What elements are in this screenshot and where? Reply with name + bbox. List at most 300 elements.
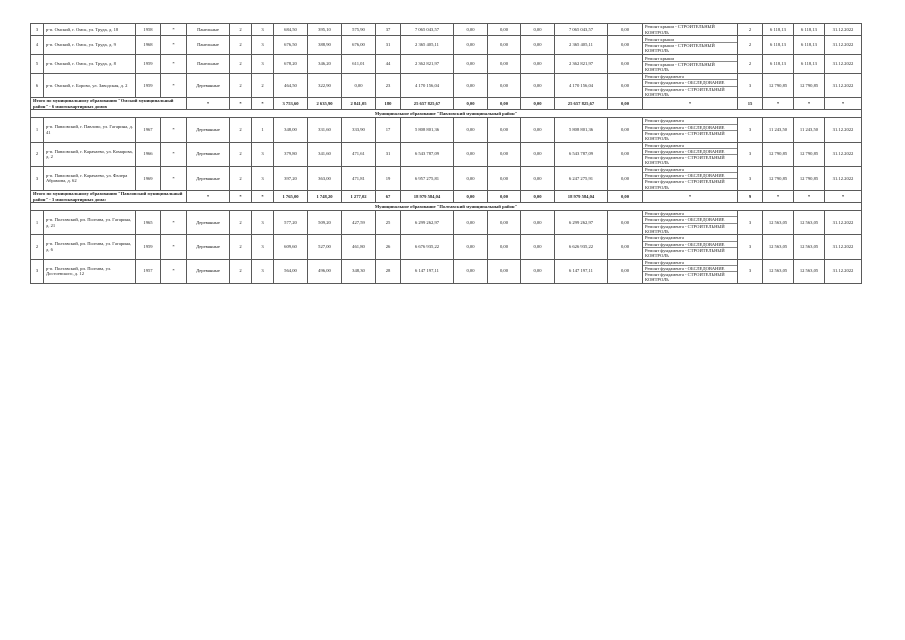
cell-cost-own: 5 808 801,36 (555, 118, 608, 142)
cell-unit2: 12 563,05 (794, 235, 825, 259)
cell-unit2: 6 118,13 (794, 36, 825, 55)
cell-area-b: 575,90 (342, 24, 376, 36)
works-cell (643, 118, 738, 142)
total-u2: * (794, 98, 825, 110)
cell-f2: 0,00 (488, 36, 521, 55)
cell-deadline: 31.12.2022 (825, 166, 862, 190)
total-label: Итого по муниципальному образованию "Павловский муниципальный район" - 3 многоквартирных дома: (31, 190, 187, 202)
cell-walls: Деревянные (187, 166, 230, 190)
cell-dash: * (161, 211, 187, 235)
total-u1: * (763, 98, 794, 110)
cell-f2: 0,00 (488, 74, 521, 98)
work-type: Ремонт крыши - СТРОИТЕЛЬНЫЙ КОНТРОЛЬ (645, 42, 715, 54)
cell-f2: 0,00 (488, 24, 521, 36)
cell-cost-total: 6 957 275,81 (401, 166, 454, 190)
work-type: Ремонт фундамента (643, 235, 737, 241)
cell-year: 1965 (136, 211, 161, 235)
cell-dash: * (161, 118, 187, 142)
total-f2: 0,00 (488, 190, 521, 202)
cell-area-b: 333,90 (342, 118, 376, 142)
cell-f4: 0,00 (608, 74, 643, 98)
work-type: Ремонт фундамента - ОБСЛЕДОВАНИЕ (643, 217, 737, 223)
cell-entrances: 3 (252, 36, 274, 55)
total-f4: 0,00 (608, 190, 643, 202)
cell-wcount: 2 (738, 24, 763, 36)
cell-dash: * (161, 55, 187, 74)
table-row (31, 36, 862, 55)
cell-f1: 0,00 (454, 36, 488, 55)
works-cell (643, 142, 738, 166)
municipality-name: Муниципальное образование "Павловский муниципальный район" (31, 110, 862, 118)
house-address: р-п. Омский, г. Омск, ул. Труда, д. 9 (44, 36, 136, 55)
cell-entrances: 3 (252, 166, 274, 190)
cell-year: 1968 (136, 36, 161, 55)
cell-area-b: 427,59 (342, 211, 376, 235)
row-number: 1 (31, 118, 44, 142)
total-area-a: 1 748,20 (308, 190, 342, 202)
cell-area-a: 363,00 (308, 166, 342, 190)
cell-residents: 37 (376, 24, 401, 36)
cell-walls: Деревянные (187, 74, 230, 98)
cell-unit2: 12 790,85 (794, 166, 825, 190)
total-residents: 67 (376, 190, 401, 202)
work-type: Ремонт фундамента - ОБСЛЕДОВАНИЕ (643, 242, 737, 248)
table-row (31, 259, 862, 283)
row-number: 3 (31, 259, 44, 283)
work-type: Ремонт фундамента - ОБСЛЕДОВАНИЕ (643, 80, 737, 86)
cell-cost-total: 4 170 156,04 (401, 74, 454, 98)
cell-unit1: 12 563,05 (763, 259, 794, 283)
total-f4: 0,00 (608, 98, 643, 110)
cell-cost-total: 6 299 262,97 (401, 211, 454, 235)
work-type: Ремонт фундамента - СТРОИТЕЛЬНЫЙ КОНТРОЛЬ (645, 130, 725, 142)
cell-area-total: 609,60 (274, 235, 308, 259)
work-type: Ремонт фундамента - СТРОИТЕЛЬНЫЙ КОНТРОЛЬ (645, 155, 725, 166)
cell-f1: 0,00 (454, 142, 488, 166)
work-type: Ремонт крыши (643, 56, 737, 62)
cell-unit2: 11 243,50 (794, 118, 825, 142)
cell-f2: 0,00 (488, 259, 521, 283)
total-cost-own: 25 657 825,67 (555, 98, 608, 110)
cell-floors: 2 (230, 211, 252, 235)
cell-residents: 31 (376, 142, 401, 166)
cell-wcount: 3 (738, 211, 763, 235)
cell-f3: 0,00 (521, 74, 555, 98)
cell-cost-total: 5 808 801,36 (401, 118, 454, 142)
cell-walls: Панельные (187, 55, 230, 74)
cell-residents: 23 (376, 74, 401, 98)
cell-area-total: 464,50 (274, 74, 308, 98)
cell-deadline: 31.12.2022 (825, 55, 862, 74)
works-cell (643, 259, 738, 283)
cell-area-a: 322,90 (308, 74, 342, 98)
total-w: * (643, 98, 738, 110)
cell-area-b: 461,80 (342, 235, 376, 259)
cell-year: 1969 (136, 166, 161, 190)
cell-wcount: 3 (738, 166, 763, 190)
total-area-total: 1 765,00 (274, 190, 308, 202)
cell-area-a: 346,20 (308, 55, 342, 74)
works-cell (643, 36, 738, 55)
cell-wcount: 2 (738, 36, 763, 55)
cell-area-b: 471,81 (342, 166, 376, 190)
total-wcount: 15 (738, 98, 763, 110)
cell-cost-own: 6 299 262,97 (555, 211, 608, 235)
cell-dash: * (161, 24, 187, 36)
cell-f4: 0,00 (608, 36, 643, 55)
work-type: Ремонт фундамента - ОБСЛЕДОВАНИЕ (643, 266, 737, 272)
work-type: Ремонт фундамента - ОБСЛЕДОВАНИЕ (643, 149, 737, 155)
cell-deadline: 31.12.2022 (825, 235, 862, 259)
works-cell (643, 55, 738, 74)
cell-unit1: 12 790,85 (763, 142, 794, 166)
cell-residents: 17 (376, 118, 401, 142)
cell-entrances: 3 (252, 235, 274, 259)
cell-area-b: 471,61 (342, 142, 376, 166)
cell-area-a: 388,90 (308, 36, 342, 55)
work-type: Ремонт фундамента (643, 211, 737, 217)
cell-unit2: 12 790,85 (794, 142, 825, 166)
cell-f3: 0,00 (521, 24, 555, 36)
work-type: Ремонт фундамента - ОБСЛЕДОВАНИЕ (643, 173, 737, 179)
cell-residents: 26 (376, 235, 401, 259)
cell-unit1: 12 790,85 (763, 74, 794, 98)
row-number: 5 (31, 55, 44, 74)
cell-unit2: 6 118,13 (794, 24, 825, 36)
total-residents: 180 (376, 98, 401, 110)
total-f1: 0,00 (454, 98, 488, 110)
section-total-row (31, 190, 862, 202)
cell-wcount: 3 (738, 235, 763, 259)
municipality-name: Муниципальное образование "Полтавский муниципальный район" (31, 203, 862, 211)
cell-cost-own: 6 147 197,11 (555, 259, 608, 283)
cell-f2: 0,00 (488, 235, 521, 259)
table-row (31, 166, 862, 190)
cell-wcount: 3 (738, 74, 763, 98)
total-c1: * (187, 190, 230, 202)
total-u3: * (825, 98, 862, 110)
cell-area-total: 397,20 (274, 166, 308, 190)
cell-f2: 0,00 (488, 118, 521, 142)
table-row (31, 24, 862, 36)
row-number: 4 (31, 36, 44, 55)
cell-dash: * (161, 166, 187, 190)
house-address: р-п. Омский, г. Омск, ул. Труда, д. 18 (44, 24, 136, 36)
cell-floors: 2 (230, 166, 252, 190)
total-area-b: 2 841,05 (342, 98, 376, 110)
cell-area-a: 496,00 (308, 259, 342, 283)
table-row (31, 55, 862, 74)
work-type: Ремонт фундамента - СТРОИТЕЛЬНЫЙ КОНТРОЛЬ (645, 223, 725, 235)
total-cost-total: 25 657 825,67 (401, 98, 454, 110)
cell-area-b: 611,01 (342, 55, 376, 74)
cell-cost-own: 2 362 821,97 (555, 55, 608, 74)
work-type: Ремонт фундамента - СТРОИТЕЛЬНЫЙ КОНТРОЛЬ (645, 272, 725, 283)
cell-wcount: 3 (738, 259, 763, 283)
cell-unit1: 12 563,05 (763, 235, 794, 259)
cell-f4: 0,00 (608, 24, 643, 36)
works-cell (643, 166, 738, 190)
cell-unit1: 12 790,85 (763, 166, 794, 190)
works-cell (643, 211, 738, 235)
cell-f3: 0,00 (521, 259, 555, 283)
total-u1: * (763, 190, 794, 202)
housing-repair-table (30, 23, 862, 284)
cell-area-total: 684,50 (274, 24, 308, 36)
cell-f2: 0,00 (488, 142, 521, 166)
work-type: Ремонт фундамента (643, 74, 737, 80)
cell-f4: 0,00 (608, 259, 643, 283)
cell-floors: 2 (230, 118, 252, 142)
cell-entrances: 3 (252, 55, 274, 74)
cell-f4: 0,00 (608, 55, 643, 74)
cell-cost-own: 7 065 043,57 (555, 24, 608, 36)
cell-area-b: 676,00 (342, 36, 376, 55)
cell-f1: 0,00 (454, 166, 488, 190)
work-type: Ремонт крыши - СТРОИТЕЛЬНЫЙ КОНТРОЛЬ (645, 24, 715, 35)
row-number: 6 (31, 74, 44, 98)
total-f2: 0,00 (488, 98, 521, 110)
cell-f1: 0,00 (454, 55, 488, 74)
cell-deadline: 31.12.2022 (825, 36, 862, 55)
cell-unit1: 12 563,05 (763, 211, 794, 235)
total-w: * (643, 190, 738, 202)
cell-walls: Деревянные (187, 118, 230, 142)
cell-unit1: 6 118,13 (763, 55, 794, 74)
cell-year: 1959 (136, 74, 161, 98)
total-f3: 0,00 (521, 98, 555, 110)
row-number: 3 (31, 24, 44, 36)
cell-year: 1959 (136, 55, 161, 74)
cell-unit2: 12 563,05 (794, 211, 825, 235)
cell-f1: 0,00 (454, 24, 488, 36)
cell-wcount: 2 (738, 55, 763, 74)
table-row (31, 142, 862, 166)
cell-area-a: 331,60 (308, 118, 342, 142)
cell-year: 1967 (136, 118, 161, 142)
cell-dash: * (161, 74, 187, 98)
cell-year: 1958 (136, 24, 161, 36)
cell-unit2: 12 563,05 (794, 259, 825, 283)
work-type: Ремонт фундамента - СТРОИТЕЛЬНЫЙ КОНТРОЛЬ (645, 247, 725, 259)
total-area-total: 3 753,60 (274, 98, 308, 110)
cell-residents: 25 (376, 211, 401, 235)
cell-dash: * (161, 235, 187, 259)
cell-year: 1959 (136, 235, 161, 259)
cell-floors: 2 (230, 24, 252, 36)
house-address: р-п. Павловский, г. Павлово, ул. Гагарина, д. 41 (44, 118, 136, 142)
cell-floors: 2 (230, 259, 252, 283)
work-type: Ремонт фундамента (643, 143, 737, 149)
cell-entrances: 3 (252, 211, 274, 235)
cell-f4: 0,00 (608, 142, 643, 166)
works-cell (643, 74, 738, 98)
cell-deadline: 31.12.2022 (825, 74, 862, 98)
cell-unit1: 6 118,13 (763, 24, 794, 36)
municipality-header-row (31, 110, 862, 118)
total-f3: 0,00 (521, 190, 555, 202)
cell-area-total: 564,00 (274, 259, 308, 283)
table-row (31, 74, 862, 98)
total-f1: 0,00 (454, 190, 488, 202)
total-c2: * (230, 190, 252, 202)
cell-dash: * (161, 259, 187, 283)
cell-walls: Панельные (187, 24, 230, 36)
cell-dash: * (161, 36, 187, 55)
cell-f1: 0,00 (454, 259, 488, 283)
work-type: Ремонт фундамента (643, 167, 737, 173)
cell-cost-total: 2 365 405,11 (401, 36, 454, 55)
cell-area-total: 678,20 (274, 55, 308, 74)
work-type: Ремонт фундамента - ОБСЛЕДОВАНИЕ (643, 125, 737, 131)
total-label: Итого по муниципальному образованию "Омский муниципальный район" - 6 многоквартирных домов (31, 98, 187, 110)
cell-f1: 0,00 (454, 74, 488, 98)
cell-unit1: 11 243,50 (763, 118, 794, 142)
cell-entrances: 2 (252, 74, 274, 98)
cell-walls: Деревянные (187, 259, 230, 283)
work-type: Ремонт фундамента - СТРОИТЕЛЬНЫЙ КОНТРОЛЬ (645, 179, 725, 190)
cell-cost-total: 2 362 821,97 (401, 55, 454, 74)
total-area-b: 1 277,02 (342, 190, 376, 202)
section-total-row (31, 98, 862, 110)
cell-f2: 0,00 (488, 166, 521, 190)
cell-wcount: 3 (738, 142, 763, 166)
row-number: 2 (31, 142, 44, 166)
cell-walls: Деревянные (187, 142, 230, 166)
cell-floors: 2 (230, 235, 252, 259)
house-address: р-п. Павловский, г. Карачаево, ул. Фалера Абрамова, д. 62 (44, 166, 136, 190)
cell-entrances: 1 (252, 118, 274, 142)
total-wcount: 9 (738, 190, 763, 202)
cell-area-b: 348,30 (342, 259, 376, 283)
cell-cost-total: 7 065 043,57 (401, 24, 454, 36)
cell-floors: 2 (230, 55, 252, 74)
cell-wcount: 3 (738, 118, 763, 142)
cell-f1: 0,00 (454, 211, 488, 235)
cell-area-a: 509,20 (308, 211, 342, 235)
cell-f4: 0,00 (608, 235, 643, 259)
total-c2: * (230, 98, 252, 110)
table-body (31, 24, 862, 284)
work-type: Ремонт фундамента (643, 260, 737, 266)
total-u3: * (825, 190, 862, 202)
work-type: Ремонт фундамента - СТРОИТЕЛЬНЫЙ КОНТРОЛЬ (645, 86, 725, 97)
cell-cost-total: 6 543 787,09 (401, 142, 454, 166)
house-address: р-п. Омский, г. Борово, ул. Заводская, д. 2 (44, 74, 136, 98)
cell-floors: 2 (230, 142, 252, 166)
total-c3: * (252, 190, 274, 202)
cell-walls: Деревянные (187, 211, 230, 235)
cell-area-total: 676,50 (274, 36, 308, 55)
cell-f2: 0,00 (488, 211, 521, 235)
cell-deadline: 31.12.2022 (825, 211, 862, 235)
cell-residents: 28 (376, 259, 401, 283)
row-number: 1 (31, 211, 44, 235)
cell-f2: 0,00 (488, 55, 521, 74)
cell-cost-own: 2 365 405,11 (555, 36, 608, 55)
work-type: Ремонт крыши - СТРОИТЕЛЬНЫЙ КОНТРОЛЬ (645, 61, 715, 73)
cell-f3: 0,00 (521, 166, 555, 190)
cell-f3: 0,00 (521, 55, 555, 74)
municipality-header-row (31, 203, 862, 211)
cell-area-b: 0,00 (342, 74, 376, 98)
row-number: 3 (31, 166, 44, 190)
cell-walls: Панельные (187, 36, 230, 55)
cell-area-a: 527,00 (308, 235, 342, 259)
works-cell (643, 235, 738, 259)
work-type: Ремонт фундамента (643, 118, 737, 124)
cell-f1: 0,00 (454, 118, 488, 142)
cell-unit2: 6 118,13 (794, 55, 825, 74)
cell-cost-own: 4 170 156,04 (555, 74, 608, 98)
cell-f4: 0,00 (608, 211, 643, 235)
cell-residents: 44 (376, 55, 401, 74)
works-cell (643, 24, 738, 36)
cell-floors: 2 (230, 36, 252, 55)
cell-deadline: 31.12.2022 (825, 24, 862, 36)
cell-f4: 0,00 (608, 118, 643, 142)
cell-deadline: 31.12.2022 (825, 118, 862, 142)
cell-area-a: 395,10 (308, 24, 342, 36)
cell-f4: 0,00 (608, 166, 643, 190)
cell-entrances: 3 (252, 142, 274, 166)
total-cost-own: 18 979 584,04 (555, 190, 608, 202)
cell-f3: 0,00 (521, 118, 555, 142)
cell-entrances: 3 (252, 24, 274, 36)
cell-deadline: 31.12.2022 (825, 259, 862, 283)
cell-area-total: 348,00 (274, 118, 308, 142)
cell-floors: 2 (230, 74, 252, 98)
total-c1: * (187, 98, 230, 110)
cell-f3: 0,00 (521, 142, 555, 166)
cell-f3: 0,00 (521, 211, 555, 235)
total-u2: * (794, 190, 825, 202)
total-cost-total: 18 979 584,04 (401, 190, 454, 202)
house-address: р-п. Полтавский, рп. Полтава, ул. Достоевского, д. 12 (44, 259, 136, 283)
cell-cost-own: 6 247 275,91 (555, 166, 608, 190)
total-c3: * (252, 98, 274, 110)
table-row (31, 211, 862, 235)
cell-cost-total: 6 147 197,11 (401, 259, 454, 283)
cell-f3: 0,00 (521, 235, 555, 259)
cell-residents: 31 (376, 36, 401, 55)
work-type: Ремонт крыши (643, 37, 737, 43)
house-address: р-п. Павловский, г. Карачаево, ул. Комарова, д. 2 (44, 142, 136, 166)
cell-year: 1957 (136, 259, 161, 283)
cell-dash: * (161, 142, 187, 166)
cell-deadline: 31.12.2022 (825, 142, 862, 166)
house-address: р-п. Полтавский, рп. Полтава, ул. Гагарина, д. 6 (44, 235, 136, 259)
house-address: р-п. Полтавский, рп. Полтава, ул. Гагарина, д. 21 (44, 211, 136, 235)
table-row (31, 235, 862, 259)
cell-area-total: 577,20 (274, 211, 308, 235)
cell-cost-total: 6 676 935,22 (401, 235, 454, 259)
cell-f3: 0,00 (521, 36, 555, 55)
cell-cost-own: 6 543 787,09 (555, 142, 608, 166)
row-number: 2 (31, 235, 44, 259)
house-address: р-п. Омский, г. Омск, ул. Труда, д. 8 (44, 55, 136, 74)
table-row (31, 118, 862, 142)
cell-unit1: 6 118,13 (763, 36, 794, 55)
cell-unit2: 12 790,85 (794, 74, 825, 98)
cell-cost-own: 6 626 935,22 (555, 235, 608, 259)
cell-year: 1966 (136, 142, 161, 166)
cell-residents: 19 (376, 166, 401, 190)
cell-entrances: 3 (252, 259, 274, 283)
cell-walls: Деревянные (187, 235, 230, 259)
total-area-a: 2 635,90 (308, 98, 342, 110)
cell-area-total: 379,80 (274, 142, 308, 166)
